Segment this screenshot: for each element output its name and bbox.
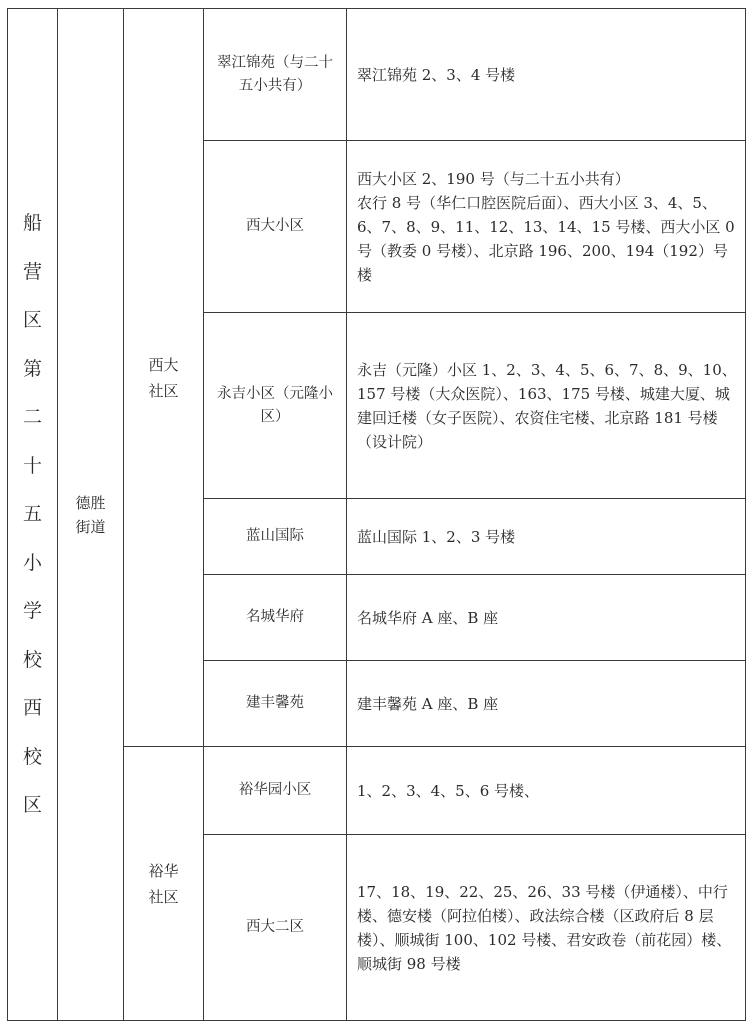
buildings-cell: 永吉（元隆）小区 1、2、3、4、5、6、7、8、9、10、157 号楼（大众医院）、163、175 号楼、城建大厦、城建回迁楼（女子医院）、农资住宅楼、北京路 181 号楼（设计院）	[347, 313, 746, 499]
residence-cell: 建丰馨苑	[204, 661, 347, 747]
buildings-cell: 1、2、3、4、5、6 号楼、	[347, 747, 746, 835]
street-cell	[58, 9, 124, 1021]
school-cell	[8, 9, 58, 1021]
buildings-cell	[347, 141, 746, 313]
buildings-cell: 17、18、19、22、25、26、33 号楼（伊通楼）、中行楼、德安楼（阿拉伯楼）、政法综合楼（区政府后 8 层楼）、顺城街 100、102 号楼、君安政卷（前花园）楼、顺城街 98 号楼	[347, 835, 746, 1021]
buildings-cell: 翠江锦苑 2、3、4 号楼	[347, 9, 746, 141]
residence-cell: 永吉小区（元隆小区）	[204, 313, 347, 499]
residence-cell: 名城华府	[204, 575, 347, 661]
district-table	[7, 8, 746, 1021]
residence-cell: 西大小区	[204, 141, 347, 313]
buildings-cell: 蓝山国际 1、2、3 号楼	[347, 499, 746, 575]
residence-cell: 裕华园小区	[204, 747, 347, 835]
community-cell	[124, 747, 204, 1021]
community-name: 裕华社区	[148, 861, 179, 906]
buildings-cell: 建丰馨苑 A 座、B 座	[347, 661, 746, 747]
school-name: 船营区第二十五小学校西校区	[22, 212, 42, 817]
table-row	[8, 9, 746, 141]
residence-cell: 蓝山国际	[204, 499, 347, 575]
residence-cell: 西大二区	[204, 835, 347, 1021]
buildings-cell: 名城华府 A 座、B 座	[347, 575, 746, 661]
community-cell	[124, 9, 204, 747]
residence-cell: 翠江锦苑（与二十五小共有）	[204, 9, 347, 141]
community-name: 西大社区	[148, 355, 179, 400]
street-name: 德胜街道	[75, 493, 106, 536]
buildings-line: 西大小区 2、190 号（与二十五小共有） 农行 8 号（华仁口腔医院后面）、西大小区 3、4、5、6、7、8、9、11、12、13、14、15 号楼、西大小区 0 号（教委 0 号楼）、北京路 196、200、194（192）号楼	[357, 169, 735, 284]
